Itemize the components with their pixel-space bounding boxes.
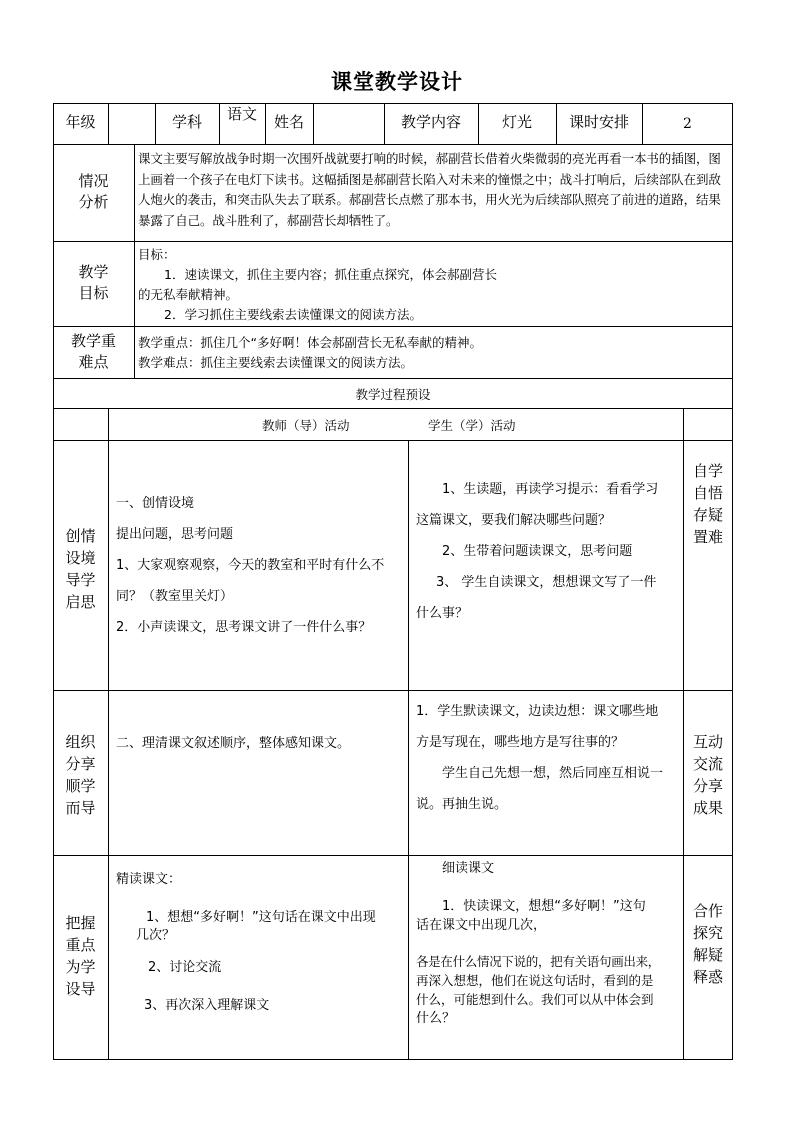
- row-divider: [53, 408, 733, 409]
- stage-label: [53, 731, 108, 819]
- stage-label-line: 设导: [65, 980, 96, 998]
- goals-label-line: 教学: [78, 263, 109, 281]
- keypoints-label-line: 教学重: [70, 332, 116, 350]
- method-line: 自悟: [692, 484, 723, 502]
- col-divider: [108, 408, 109, 1060]
- goals-line: 2．学习抓住主要线索去读懂课文的阅读方法。: [164, 307, 422, 322]
- stage-label-line: 启思: [65, 593, 96, 611]
- stage-student-activity: [416, 860, 681, 1029]
- analysis-label: [53, 171, 134, 213]
- grade-label: 年级: [65, 113, 96, 131]
- subject-value: 语文: [226, 105, 257, 123]
- name-label: 姓名: [273, 113, 304, 131]
- method-line: 解疑: [692, 946, 723, 964]
- student-line: 3、 学生自读课文，想想课文写了一件: [436, 575, 657, 590]
- student-header: 学生（学）活动: [428, 418, 516, 433]
- page-title: 课堂教学设计: [331, 70, 463, 94]
- hours-value: 2: [683, 116, 692, 132]
- teacher-line: 二、理清课文叙述顺序，整体感知课文。: [116, 736, 351, 751]
- stage-method: [683, 731, 733, 819]
- analysis-label-line: 分析: [78, 193, 109, 211]
- row-divider: [53, 144, 733, 145]
- method-line: 自学: [692, 462, 723, 480]
- goals-line: 的无私奉献精神。: [138, 287, 239, 302]
- teacher-line: 3、再次深入理解课文: [144, 998, 270, 1013]
- student-line: 1、生读题，再读学习提示：看看学习: [442, 482, 659, 497]
- subject-label: 学科: [171, 113, 202, 131]
- hours-label: 课时安排: [568, 113, 629, 131]
- goals-line: 1．速读课文，抓住主要内容；抓住重点探究，体会郝副营长: [164, 267, 497, 282]
- method-line: 探究: [692, 924, 723, 942]
- student-line: 什么，可能想到什么。我们可以从中体会到: [416, 992, 654, 1007]
- content-value: 灯光: [501, 113, 532, 131]
- teacher-line: 2、讨论交流: [148, 960, 222, 975]
- student-line: 再深入想想，他们在说这句话时，看到的是: [416, 973, 654, 988]
- stage-label: [53, 912, 108, 1000]
- keypoints-label-line: 难点: [78, 353, 109, 371]
- teacher-line: 1、大家观察观察，今天的教室和平时有什么不: [116, 558, 385, 573]
- stage-teacher-activity: [116, 735, 406, 753]
- row-divider: [53, 241, 733, 242]
- process-title: 教学过程预设: [355, 387, 431, 402]
- teacher-line: 精读课文：: [116, 872, 182, 887]
- teacher-line: 一、创情设境: [116, 496, 195, 511]
- keypoints-line: 教学重点：抓住几个“多好啊！体会郝副营长无私奉献的精神。: [138, 335, 482, 350]
- method-line: 分享: [692, 777, 723, 795]
- stage-method: [683, 460, 733, 548]
- stage-label-line: 设境: [65, 549, 96, 567]
- col-divider: [313, 103, 314, 144]
- goals-label-line: 目标: [78, 284, 109, 302]
- teacher-line: 提出问题，思考问题: [116, 527, 234, 542]
- stage-label-line: 创情: [65, 527, 96, 545]
- stage-label-line: 分享: [65, 755, 96, 773]
- stage-label-line: 组织: [65, 733, 96, 751]
- teacher-header: 教师（导）活动: [262, 418, 350, 433]
- goals-line: 目标：: [138, 247, 176, 262]
- col-divider: [408, 440, 409, 1060]
- teacher-line: 同？（教室里关灯）: [116, 589, 234, 604]
- student-line: 什么事？: [416, 606, 469, 621]
- student-line: 2、生带着问题读课文，思考问题: [442, 544, 633, 559]
- stage-teacher-activity: [116, 495, 406, 650]
- student-line: 这篇课文，要我们解决哪些问题？: [416, 513, 612, 528]
- stage-student-activity: [416, 481, 681, 636]
- row-divider: [53, 326, 733, 327]
- student-line: 各是在什么情况下说的，把有关语句画出来，: [416, 954, 661, 969]
- student-line: 细读课文: [442, 861, 495, 876]
- student-line: 学生自己先想一想，然后同座互相说一: [442, 766, 664, 781]
- row-divider: [53, 855, 733, 856]
- teacher-line: 1、想想“多好啊！”这句话在课文中出现: [146, 910, 376, 925]
- row-divider: [53, 440, 733, 441]
- col-divider: [134, 144, 135, 378]
- method-line: 互动: [692, 733, 723, 751]
- student-line: 1．快读课文，想想“多好啊！”这句: [442, 899, 646, 914]
- stage-label-line: 导学: [65, 571, 96, 589]
- student-line: 说。再抽生说。: [416, 797, 508, 812]
- method-line: 置难: [692, 528, 723, 546]
- keypoints-line: 教学难点：抓住主要线索去读懂课文的阅读方法。: [138, 355, 414, 370]
- teacher-line: 几次？: [136, 928, 176, 943]
- stage-label-line: 为学: [65, 958, 96, 976]
- stage-student-activity: [416, 703, 681, 827]
- keypoints-text: [138, 333, 730, 373]
- col-divider: [108, 103, 109, 144]
- stage-teacher-activity: [116, 871, 406, 1017]
- stage-label-line: 重点: [65, 936, 96, 954]
- method-line: 合作: [692, 902, 723, 920]
- stage-label-line: 把握: [65, 914, 96, 932]
- stage-label: [53, 525, 108, 613]
- method-line: 交流: [692, 755, 723, 773]
- student-line: 1．学生默读课文，边读边想：课文哪些地: [416, 704, 659, 719]
- method-line: 成果: [692, 799, 723, 817]
- stage-label-line: 而导: [65, 799, 96, 817]
- student-line: 什么？: [416, 1011, 456, 1026]
- goals-label: [53, 262, 134, 304]
- goals-text: [138, 245, 730, 325]
- row-divider: [53, 690, 733, 691]
- student-line: 话在课文中出现几次，: [416, 918, 547, 933]
- method-line: 释惑: [692, 968, 723, 986]
- row-divider: [53, 378, 733, 379]
- analysis-text: 课文主要写解放战争时期一次围歼战就要打响的时候，郝副营长借着火柴微弱的亮光再看一本书的插图，图上画着一个孩子在电灯下读书。这幅插图是郝副营长陷入对未来的憧憬之中；战斗打响后，后续部队在到敌人炮火的袭击，和突击队失去了联系。郝副营长点燃了那本书，用火光为后续部队照亮了前进的道路，结果暴露了自己。战斗胜利了，郝副营长却牺牲了。: [138, 151, 721, 228]
- stage-method: [683, 900, 733, 988]
- student-line: 方是写现在，哪些地方是写往事的？: [416, 735, 625, 750]
- analysis-label-line: 情况: [78, 172, 109, 190]
- teacher-line: 2．小声读课文，思考课文讲了一件什么事？: [116, 620, 372, 635]
- stage-label-line: 顺学: [65, 777, 96, 795]
- content-label: 教学内容: [400, 113, 461, 131]
- keypoints-label: [53, 331, 134, 373]
- method-line: 存疑: [692, 506, 723, 524]
